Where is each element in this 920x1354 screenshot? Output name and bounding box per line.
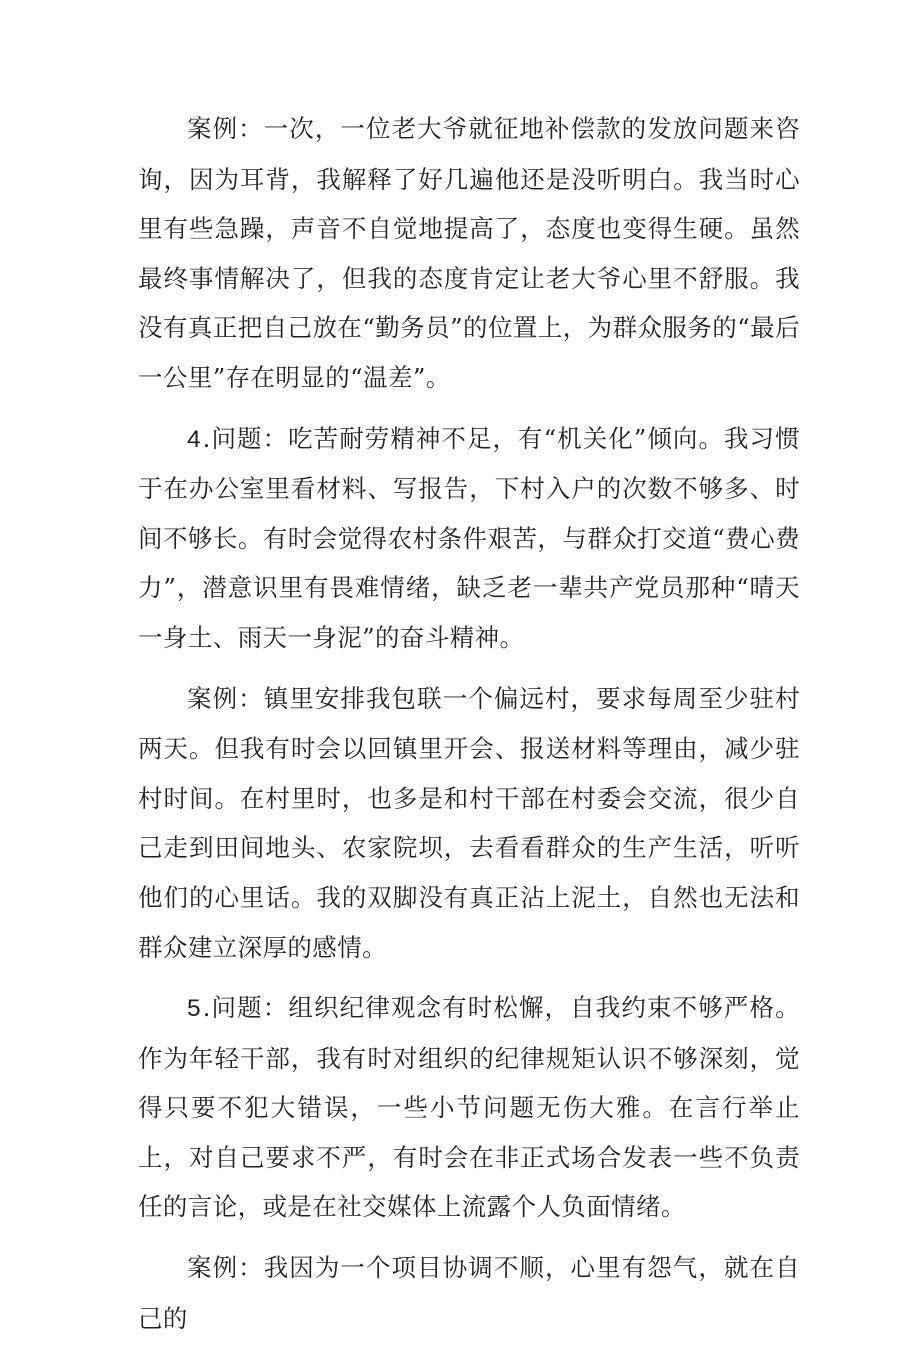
paragraph-text: 案例：一次，一位老大爷就征地补偿款的发放问题来咨询，因为耳背，我解释了好几遍他还是没听明白。我当时心里有些急躁，声音不自觉地提高了，态度也变得生硬。虽然最终事情解决了，但我的态度肯定让老大爷心里不舒服。我没有真正把自己放在“勤务员”的位置上，为群众服务的“最后一公里”存在明显的“温差”。 [138,114,800,392]
paragraph-case-3 [138,1243,800,1343]
paragraph-case-1 [138,104,800,403]
paragraph-issue-5 [138,983,800,1232]
paragraph-number: 5 [187,995,203,1023]
document-body [138,104,800,1354]
paragraph-text: .问题：组织纪律观念有时松懈，自我约束不够严格。作为年轻干部，我有时对组织的纪律规矩认识不够深刻，觉得只要不犯大错误，一些小节问题无伤大雅。在言行举止上，对自己要求不严，有时会在非正式场合发表一些不负责任的言论，或是在社交媒体上流露个人负面情绪。 [138,993,800,1222]
paragraph-text: .问题：吃苦耐劳精神不足，有“机关化”倾向。我习惯于在办公室里看材料、写报告，下村入户的次数不够多、时间不够长。有时会觉得农村条件艰苦，与群众打交道“费心费力”，潜意识里有畏难情绪，缺乏老一辈共产党员那种“晴天一身土、雨天一身泥”的奋斗精神。 [138,423,800,652]
paragraph-text: 案例：镇里安排我包联一个偏远村，要求每周至少驻村两天。但我有时会以回镇里开会、报送材料等理由，减少驻村时间。在村里时，也多是和村干部在村委会交流，很少自己走到田间地头、农家院坝，去看看群众的生产生活，听听他们的心里话。我的双脚没有真正沾上泥土，自然也无法和群众建立深厚的感情。 [138,683,800,962]
paragraph-number: 4 [187,425,203,453]
paragraph-issue-4 [138,414,800,663]
paragraph-case-2 [138,674,800,973]
paragraph-text: 案例：我因为一个项目协调不顺，心里有怨气，就在自己的 [138,1253,800,1333]
